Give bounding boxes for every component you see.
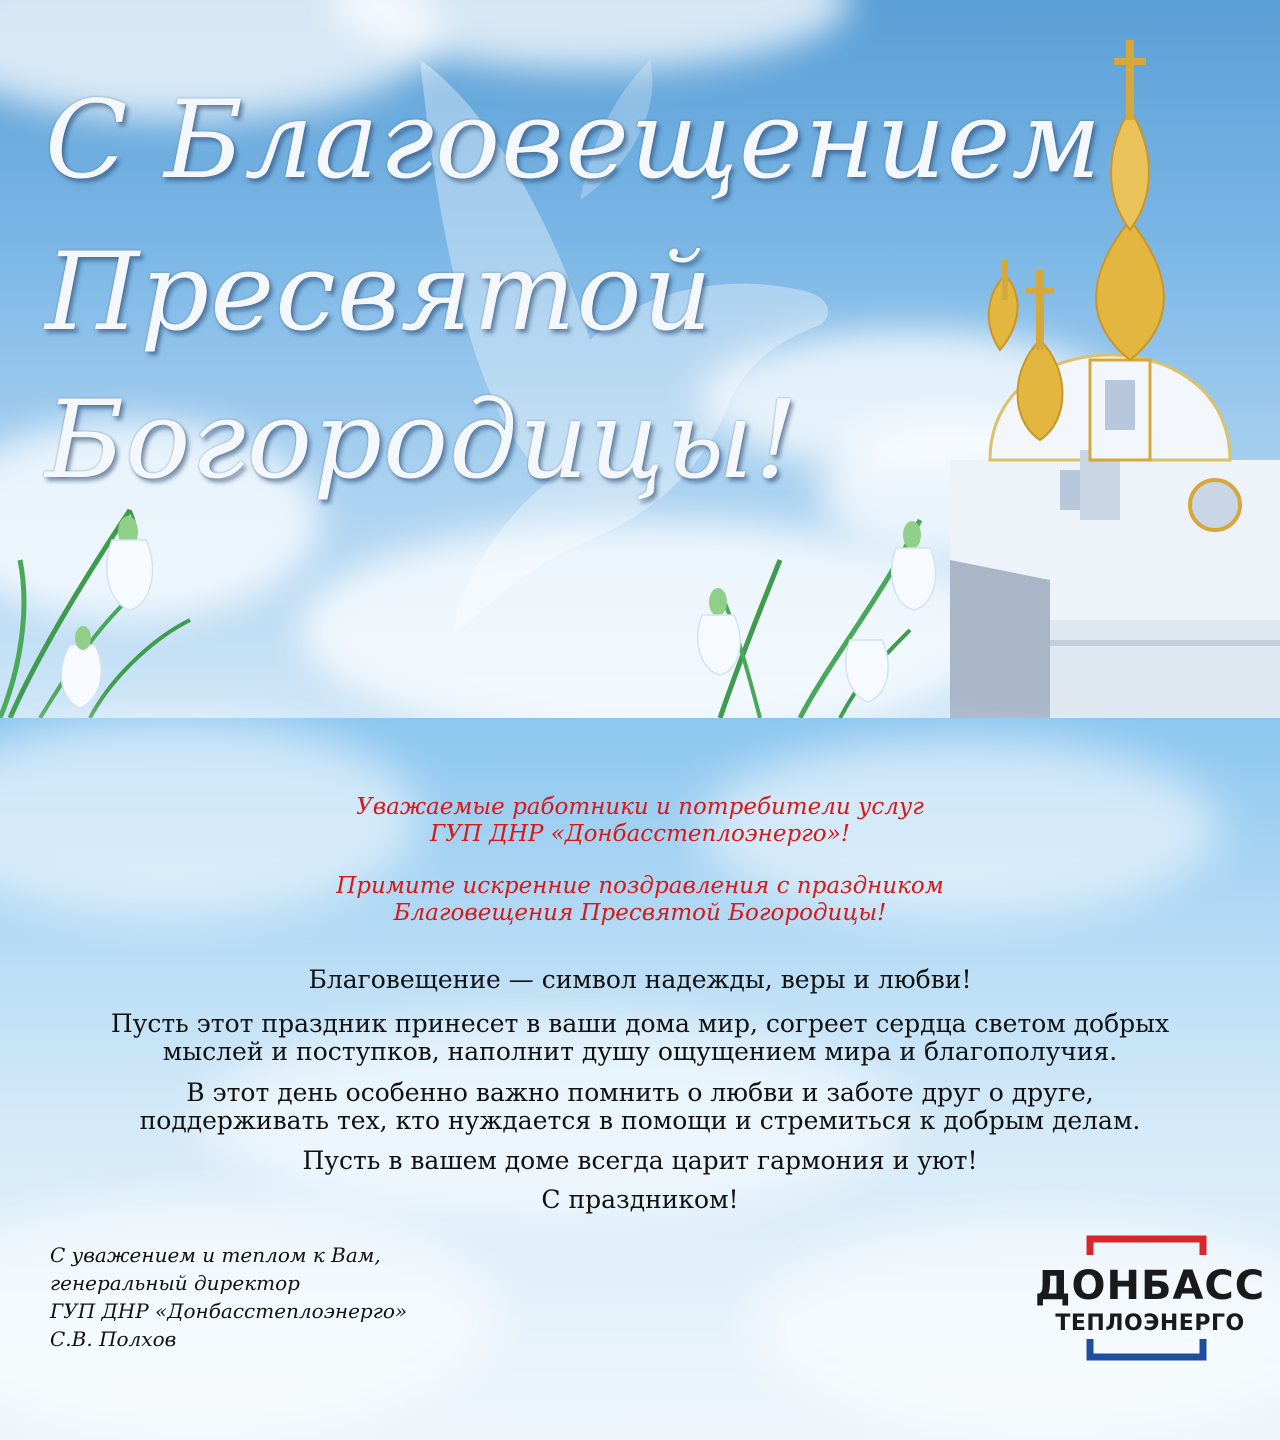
banner-title-line-2: Пресвятой — [45, 230, 714, 355]
greeting-congrats-line-1: Примите искренние поздравления с праздником — [336, 873, 944, 899]
body-line: С праздником! — [541, 1185, 739, 1214]
greeting-address — [0, 794, 1280, 848]
logo-line-1: ДОНБАСС — [1034, 1263, 1266, 1309]
signature-line: генеральный директор — [50, 1271, 300, 1295]
greeting-address-line-2: ГУП ДНР «Донбасстеплоэнерго»! — [430, 821, 850, 847]
logo-line-2: ТЕПЛОЭНЕРГО — [1055, 1311, 1245, 1336]
signature-line: ГУП ДНР «Донбасстеплоэнерго» — [50, 1299, 408, 1323]
body-line: Благовещение — символ надежды, веры и любви! — [308, 965, 972, 994]
body-line: Пусть в вашем доме всегда царит гармония и уют! — [302, 1146, 978, 1175]
banner-title-line-3: Богородицы! — [45, 378, 799, 503]
donbassteploenergo-logo — [1025, 1233, 1275, 1363]
signature-line: С.В. Полхов — [50, 1327, 177, 1351]
snowdrops-right-illustration — [680, 480, 960, 718]
snowdrops-left-illustration — [0, 470, 260, 718]
greeting-banner — [0, 0, 1280, 718]
greeting-congrats — [0, 873, 1280, 927]
body-line: В этот день особенно важно помнить о любви и заботе друг о друге, — [186, 1078, 1094, 1107]
greeting-body — [40, 966, 1240, 1214]
body-line: поддерживать тех, кто нуждается в помощи и стремиться к добрым делам. — [139, 1106, 1141, 1135]
signature — [50, 1241, 407, 1353]
banner-title-line-1: С Благовещением — [45, 78, 1103, 203]
greeting-address-line-1: Уважаемые работники и потребители услуг — [356, 794, 924, 820]
signature-line: С уважением и теплом к Вам, — [50, 1243, 381, 1267]
body-line: Пусть этот праздник принесет в ваши дома мир, согреет сердца светом добрых — [110, 1009, 1170, 1038]
body-line: мыслей и поступков, наполнит душу ощущением мира и благополучия. — [162, 1037, 1118, 1066]
greeting-congrats-line-2: Благовещения Пресвятой Богородицы! — [393, 900, 887, 926]
